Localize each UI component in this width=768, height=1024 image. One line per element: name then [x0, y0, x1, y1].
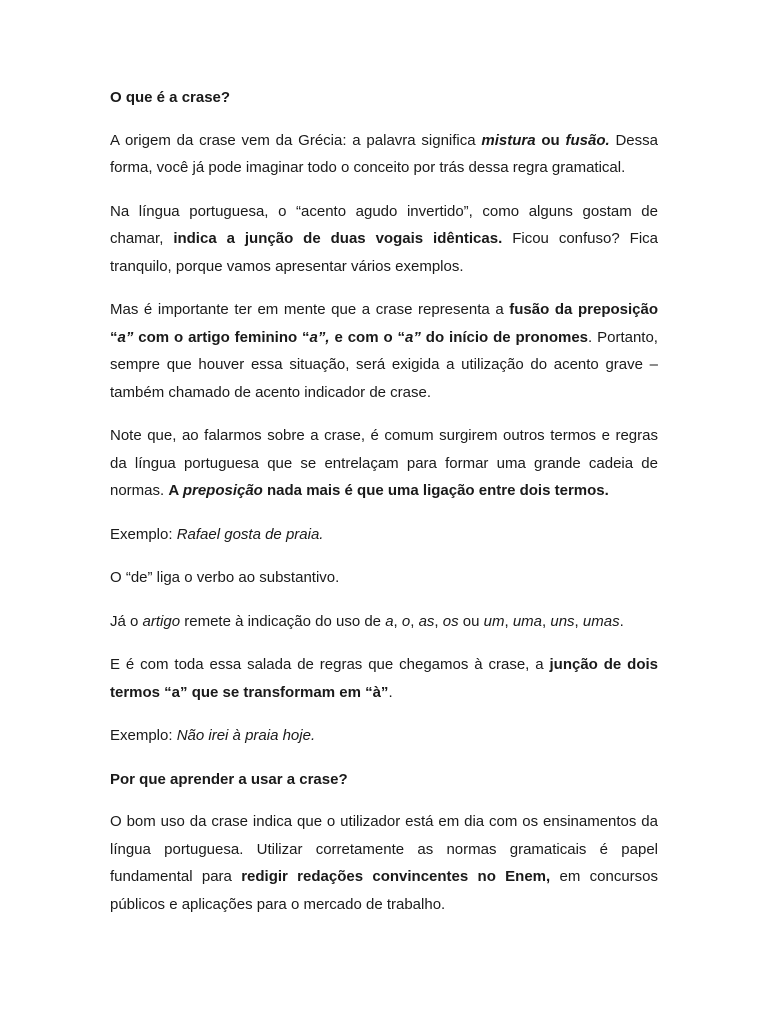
text-span: A origem da crase vem da Grécia: a palavra significa — [110, 131, 482, 149]
section-heading-why-learn — [110, 766, 658, 794]
text-span: Dessa forma, você já pode imaginar todo o conceito por trás dessa regra gramatical. — [110, 131, 658, 176]
italic-word: um — [483, 612, 505, 630]
text-span: , — [434, 612, 443, 630]
text-span: , — [504, 612, 513, 630]
emphasis-redigir-redacoes: redigir redações convincentes no Enem, — [241, 868, 551, 885]
paragraph-fusao — [110, 296, 658, 406]
section-heading-what-is-crase — [110, 84, 658, 112]
paragraph-artigo — [110, 608, 658, 636]
emphasis-a: a” — [405, 328, 421, 346]
italic-word: as — [418, 612, 435, 630]
paragraph-normas — [110, 422, 658, 505]
text-span: O “de” liga o verbo ao substantivo. — [110, 569, 340, 586]
paragraph-acento — [110, 198, 658, 281]
text-span: . — [619, 612, 624, 630]
text-span: . — [388, 683, 393, 701]
heading-text: O que é a crase? — [110, 89, 231, 106]
text-span: em concursos públicos e aplicações para o mercado de trabalho. — [110, 868, 658, 913]
text-span: E é com toda essa salada de regras que chegamos à crase, a — [110, 656, 550, 673]
text-span: , — [574, 612, 583, 630]
emphasis-fusao: fusão. — [565, 131, 610, 149]
emphasis-a: a”, — [309, 328, 330, 346]
heading-text: Por que aprender a usar a crase? — [110, 770, 348, 788]
italic-word: umas — [582, 612, 620, 630]
text-span: Já o — [110, 612, 143, 630]
text-span: remete à indicação do uso de — [180, 612, 386, 630]
italic-word: uma — [512, 612, 543, 630]
text-span: Na língua portuguesa, o “acento agudo invertido”, como alguns gostam de chamar, — [110, 202, 658, 247]
emphasis-a: A — [168, 482, 183, 499]
italic-artigo: artigo — [142, 612, 181, 630]
text-span: ou — [458, 612, 484, 630]
example-label: Exemplo: — [110, 525, 177, 543]
text-span: Mas é importante ter em mente que a crase representa a — [110, 301, 510, 318]
emphasis-a: a” — [117, 328, 134, 346]
paragraph-origin — [110, 127, 658, 182]
emphasis-juncao-termos: junção de dois termos “a” que se transformam em “à” — [110, 656, 658, 701]
example-label: Exemplo: — [110, 727, 177, 744]
emphasis-juncao-vogais: indica a junção de duas vogais idênticas. — [173, 230, 503, 247]
emphasis-preposicao: preposição — [182, 482, 263, 499]
emphasis-ligacao: nada mais é que uma ligação entre dois termos. — [262, 482, 609, 499]
paragraph-de — [110, 564, 658, 592]
emphasis-fusao-preposicao: fusão da preposição “ — [110, 301, 658, 346]
emphasis-artigo-feminino: com o artigo feminino “ — [133, 328, 310, 346]
paragraph-bom-uso — [110, 808, 658, 918]
paragraph-salada — [110, 651, 658, 706]
emphasis-ou: ou — [535, 131, 566, 149]
emphasis-mistura: mistura — [481, 131, 536, 149]
italic-word: uns — [550, 612, 575, 630]
example-text: Não irei à praia hoje. — [176, 727, 316, 744]
paragraph-example-2 — [110, 722, 658, 750]
emphasis-inicio-pronomes: do início de pronomes — [420, 328, 589, 346]
text-span: O bom uso da crase indica que o utilizador está em dia com os ensinamentos da língua portuguesa. Utilizar corretamente as normas gramaticais é papel fundamental para — [110, 813, 658, 885]
text-span: , — [410, 612, 419, 630]
text-span: , — [542, 612, 551, 630]
text-span: , — [393, 612, 402, 630]
text-span: Note que, ao falarmos sobre a crase, é comum surgirem outros termos e regras da língua portuguesa que se entrelaçam para formar uma grande cadeia de normas. — [110, 427, 658, 499]
italic-word: os — [442, 612, 459, 630]
italic-word: o — [401, 612, 411, 630]
text-span: Ficou confuso? Fica tranquilo, porque vamos apresentar vários exemplos. — [110, 230, 658, 275]
text-span: . Portanto, sempre que houver essa situação, será exigida a utilização do acento grave – também chamado de acento indicador de crase. — [110, 328, 658, 401]
paragraph-example-1 — [110, 521, 658, 549]
emphasis-e-com-o: e com o “ — [329, 328, 406, 346]
italic-word: a — [385, 612, 394, 630]
example-text: Rafael gosta de praia. — [176, 525, 324, 543]
